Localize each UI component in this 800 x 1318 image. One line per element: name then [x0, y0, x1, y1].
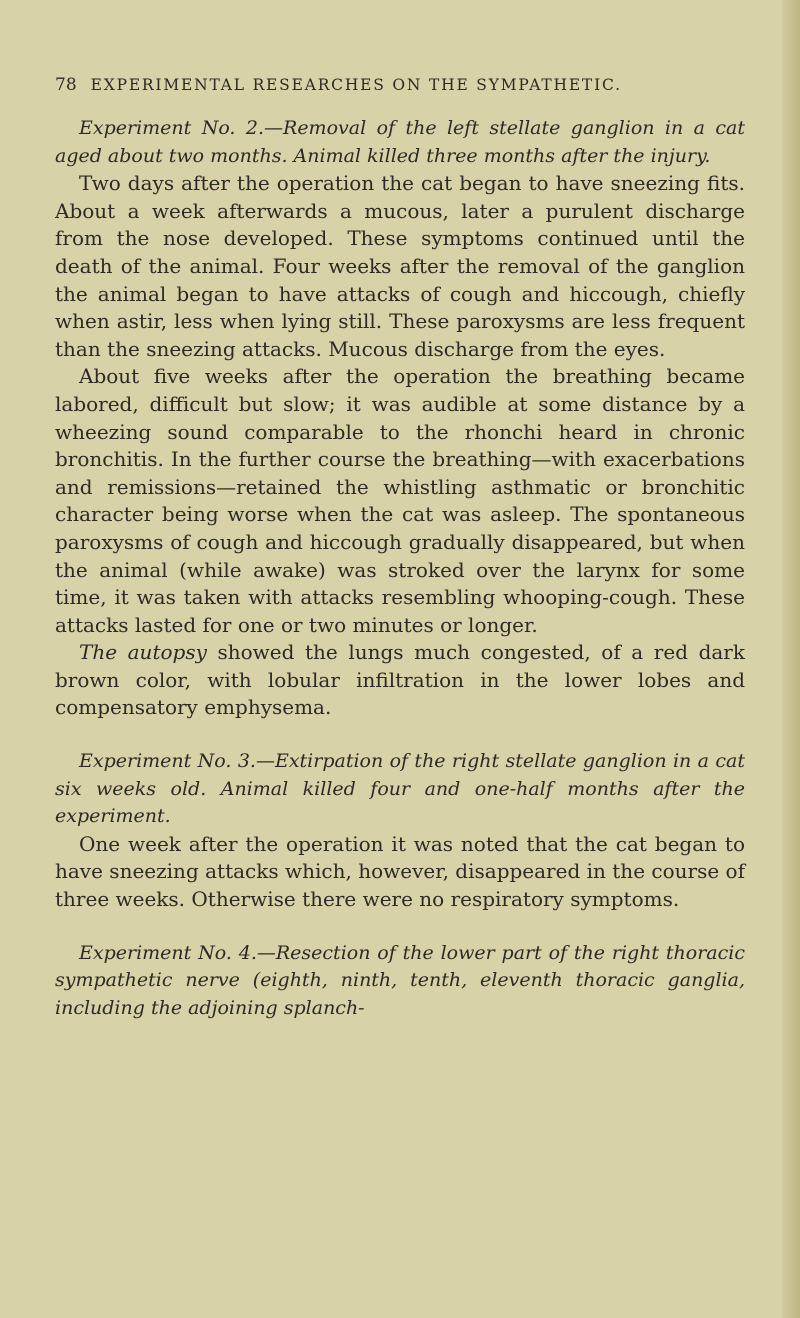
running-title: EXPERIMENTAL RESEARCHES ON THE SYMPATHETIC.: [90, 76, 622, 94]
experiment-2-autopsy: [55, 639, 745, 722]
experiment-2-heading: Experiment No. 2.—Removal of the left stellate ganglion in a cat aged about two months. Animal killed three months after the injury.: [55, 117, 745, 167]
experiment-4-heading: Experiment No. 4.—Resection of the lower part of the right thoracic sympathetic nerve (eighth, ninth, tenth, eleventh thoracic ganglia, including the adjoining splanch-: [55, 941, 745, 1019]
experiment-3-paragraph-1: One week after the operation it was noted that the cat began to have sneezing attacks which, however, disappeared in the course of three weeks. Otherwise there were no respiratory symptoms.: [55, 831, 745, 912]
running-head: [55, 75, 745, 95]
experiment-2-paragraph-1: Two days after the operation the cat began to have sneezing fits. About a week afterwards a mucous, later a purulent discharge from the nose developed. These symptoms continued until the death of the animal. Four weeks after the removal of the ganglion the animal began to have attacks of cough and hiccough, chiefly when astir, less when lying still. These paroxysms are less frequent than the sneezing attacks. Mucous discharge from the eyes.: [55, 171, 745, 361]
experiment-2-paragraph-2: About five weeks after the operation the breathing became labored, difficult but slow; it was audible at some distance by a wheezing sound comparable to the rhonchi heard in chronic bronchitis. In the further course the breathing—with exacerbations and remissions—retained the whistling asthmatic or bronchitic character being worse when the cat was asleep. The spontaneous paroxysms of cough and hiccough gradually disappeared, but when the animal (while awake) was stroked over the larynx for some time, it was taken with attacks resembling whooping-cough. These attacks lasted for one or two minutes or longer.: [55, 364, 745, 637]
page-text: [55, 75, 745, 1022]
autopsy-label: The autopsy: [79, 640, 207, 665]
page-number: 78: [55, 75, 77, 95]
page-edge-shadow: [782, 0, 800, 1318]
autopsy-text: showed the lungs much congested, of a red dark brown color, with lobular infiltration in the lower lobes and compensatory emphysema.: [55, 640, 745, 720]
experiment-3-heading: Experiment No. 3.—Extirpation of the right stellate ganglion in a cat six weeks old. Animal killed four and one-half months after the experiment.: [55, 750, 745, 828]
